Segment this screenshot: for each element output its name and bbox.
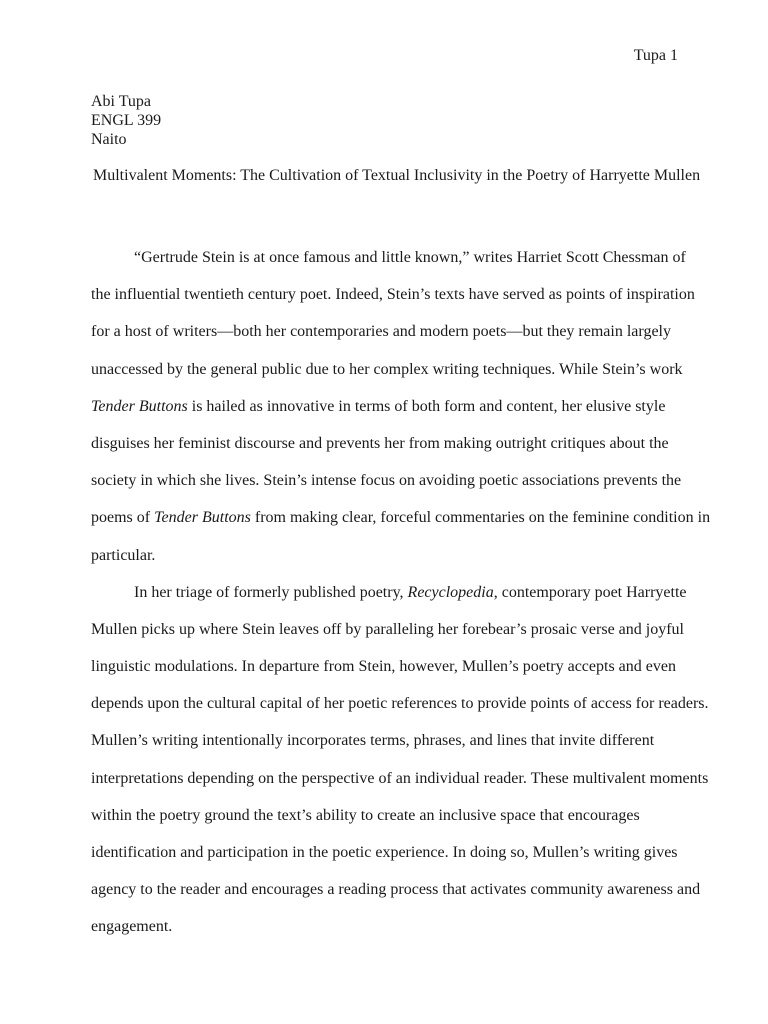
- text-segment: Mullen’s writing intentionally incorporates terms, phrases, and lines that invite different: [91, 732, 655, 750]
- text-line: [91, 797, 681, 834]
- italic-title-text: Tender Buttons: [91, 397, 188, 415]
- text-segment: , contemporary poet Harryette: [493, 583, 687, 601]
- text-line: [91, 425, 681, 462]
- text-line: [91, 685, 709, 722]
- text-line: [91, 462, 681, 499]
- text-line: [91, 351, 681, 388]
- text-segment: depends upon the cultural capital of her poetic references to provide points of access for readers.: [91, 695, 709, 713]
- text-segment: poems of: [91, 509, 155, 527]
- text-segment: within the poetry ground the text’s ability to create an inclusive space that encourages: [91, 806, 640, 824]
- paper-title: Multivalent Moments: The Cultivation of Textual Inclusivity in the Poetry of Harryette Mullen: [93, 167, 701, 184]
- text-line: [91, 313, 681, 350]
- text-segment: linguistic modulations. In departure from Stein, however, Mullen’s poetry accepts and even: [91, 658, 676, 676]
- paper-body: [91, 239, 711, 946]
- paragraph: [91, 239, 711, 574]
- text-segment: engagement.: [91, 918, 173, 936]
- text-segment: the influential twentieth century poet. Indeed, Stein’s texts have served as points of inspiration: [91, 286, 695, 304]
- text-line: [91, 722, 681, 759]
- text-line: [91, 388, 681, 425]
- text-segment: for a host of writers—both her contemporaries and modern poets—but they remain largely: [91, 323, 671, 341]
- text-segment: unaccessed by the general public due to her complex writing techniques. While Stein’s work: [91, 360, 683, 378]
- text-segment: disguises her feminist discourse and prevents her from making outright critiques about the: [91, 434, 669, 452]
- text-line: [91, 871, 701, 908]
- text-segment: “Gertrude Stein is at once famous and little known,” writes Harriet Scott Chessman of: [134, 249, 686, 266]
- text-line: [91, 834, 681, 871]
- text-segment: interpretations depending on the perspective of an individual reader. These multivalent moments: [91, 769, 709, 787]
- text-segment: Mullen picks up where Stein leaves off by paralleling her forebear’s prosaic verse and joyful: [91, 620, 684, 638]
- text-segment: is hailed as innovative in terms of both form and content, her elusive style: [187, 397, 666, 415]
- text-segment: agency to the reader and encourages a reading process that activates community awareness and: [91, 881, 701, 899]
- italic-title-text: Recyclopedia: [407, 583, 494, 601]
- text-line: [91, 574, 687, 611]
- text-segment: from making clear, forceful commentaries on the feminine condition in: [250, 509, 711, 527]
- instructor-name: Naito: [91, 131, 127, 148]
- text-line: [91, 239, 686, 276]
- paragraph: [91, 574, 709, 946]
- running-head: Tupa 1: [633, 47, 678, 64]
- text-line: [91, 276, 695, 313]
- text-line: [91, 611, 684, 648]
- course-name: ENGL 399: [91, 112, 162, 129]
- text-line: [91, 499, 711, 536]
- text-segment: In her triage of formerly published poetry,: [134, 583, 408, 601]
- text-segment: society in which she lives. Stein’s intense focus on avoiding poetic associations prevents the: [91, 472, 682, 490]
- italic-title-text: Tender Buttons: [154, 509, 251, 527]
- text-line: [91, 648, 681, 685]
- text-segment: identification and participation in the poetic experience. In doing so, Mullen’s writing gives: [91, 844, 678, 861]
- author-name: Abi Tupa: [91, 93, 152, 110]
- text-line: [91, 537, 681, 574]
- text-line: [91, 760, 709, 797]
- text-segment: particular.: [91, 546, 156, 564]
- mla-heading: [91, 92, 161, 149]
- text-line: [91, 908, 681, 945]
